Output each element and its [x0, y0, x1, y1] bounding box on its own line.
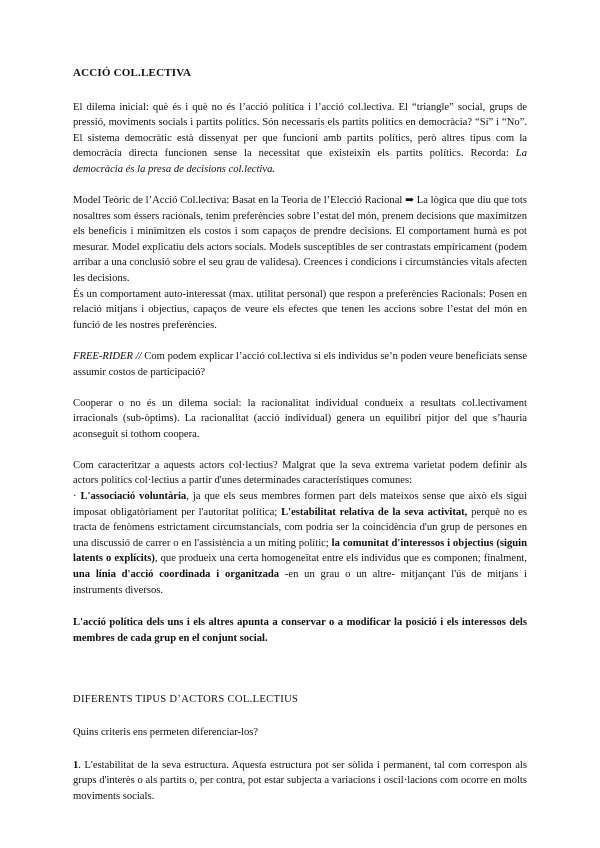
characteristics-text-4: , que produeix una certa homogeneïtat entre els individus que es componen; finalment, — [154, 553, 527, 565]
characteristic-stability: L'estabilitat relativa de la seva activitat, — [281, 506, 468, 518]
paragraph-model-teoric: Model Teòric de l’Acció Col.lectiva: Basat en la Teoria de l’Elecció Racional ➡ La lògica que diu que tots nosaltres som éssers racionals, tenim preferències sobre l’estat del món, prenem decisions que maximitzen els beneficis i minimitzen els costos i som capaços de prendre decisions. El comportament humà es pot mesurar. Model explicatiu dels actors socials. Models susceptibles de ser contrastats empíricament (podem arribar a una conclusió sobre el seu grau de validesa). Creences i condicions i circumstàncies vitals afecten les decisions. — [73, 195, 527, 285]
characteristics-text-2: , ja que els seus membres formen part dels mateixos sense que això els sigui imposat obligatòriament per l'autoritat política; — [73, 491, 527, 518]
document-title: ACCIÓ COL.LECTIVA — [73, 67, 192, 79]
characteristics-text-5: -en un grau o un altre- mitjançant l'ús de mitjans i instruments diversos. — [73, 569, 527, 596]
list-number: 1 — [73, 759, 79, 771]
section-heading-tipus: DIFERENTS TIPUS D’ACTORS COL.LECTIUS — [73, 694, 299, 706]
document-page — [73, 66, 527, 820]
paragraph-caracteritzar-intro: Com caracteritzar a aquests actors col·lectius? Malgrat que la seva extrema varietat podem definir als actors polítics col·lectius a partir d'unes determinades característiques comunes: — [73, 459, 527, 487]
free-rider-text: Com podem explicar l’acció col.lectiva si els individus se’n poden veure beneficiats sense assumir costos de participació? — [73, 350, 527, 378]
paragraph-dilema — [73, 100, 527, 178]
paragraph-estabilitat — [73, 758, 527, 805]
estabilitat-text: . L'estabilitat de la seva estructura. Aquesta estructura pot ser sòlida i permanent, tal com correspon als grups d'interès o als partits o, per contra, pot estar subjecta a variacions i oscil·lacions com ocorre en molts moviments socials. — [73, 759, 527, 802]
paragraph-free-rider — [73, 349, 527, 380]
paragraph-caracteristiques — [73, 489, 527, 598]
paragraph-criteris: Quins criteris ens permeten diferenciar-los? — [73, 727, 259, 738]
characteristic-coordination: una línia d'acció coordinada i organitzada — [73, 569, 280, 581]
paragraph-cooperar: Cooperar o no és un dilema social: la racionalitat individual condueix a resultats col.lectivament irracionals (sub-òptims). La racionalitat (acció individual) genera un equilibri pitjor del que s’hauria aconseguit si tothom coopera. — [73, 397, 527, 440]
paragraph-conclusio: L'acció política dels uns i els altres apunta a conservar o a modificar la posició i els interessos dels membres de cada grup en el conjunt social. — [73, 617, 527, 644]
paragraph-dilema-italic: La democràcia és la presa de decisions col.lectiva. — [73, 148, 527, 175]
paragraph-comportament: És un comportament auto-interessat (max. utilitat personal) que respon a preferències Racionals: Posen en relació mitjans i objectius, capaços de veure els efectes que tenen les accions sobre l’estat del món en funció de les nostres preferències. — [73, 288, 527, 331]
characteristic-voluntary: L'associació voluntària — [80, 491, 187, 503]
characteristic-interests: la comunitat d'interessos i objectius (siguin latents o explícits) — [73, 537, 527, 565]
characteristics-text-3: perquè no es tracta de fenòmens estrictament circumstancials, com podria ser la coincidència d'un grup de persones en una discussió de carrer o en l'assistència a un míting polític; — [73, 506, 527, 549]
free-rider-label: FREE-RIDER // — [73, 350, 142, 362]
characteristics-text-1: · — [73, 491, 81, 503]
paragraph-dilema-text: El dilema inicial: què és i què no és l’acció política i l’acció col.lectiva. El “triangle” social, grups de pressió, moviments socials i partits polítics. Són necessaris els partits polítics en democràcia? “Sí” i “No”. El sistema democràtic està dissenyat per que funcioni amb partits polítics, però altres tipus com la democràcia directa funcionen sense la necessitat que existeixin els partits polítics. Recorda: — [73, 101, 527, 160]
